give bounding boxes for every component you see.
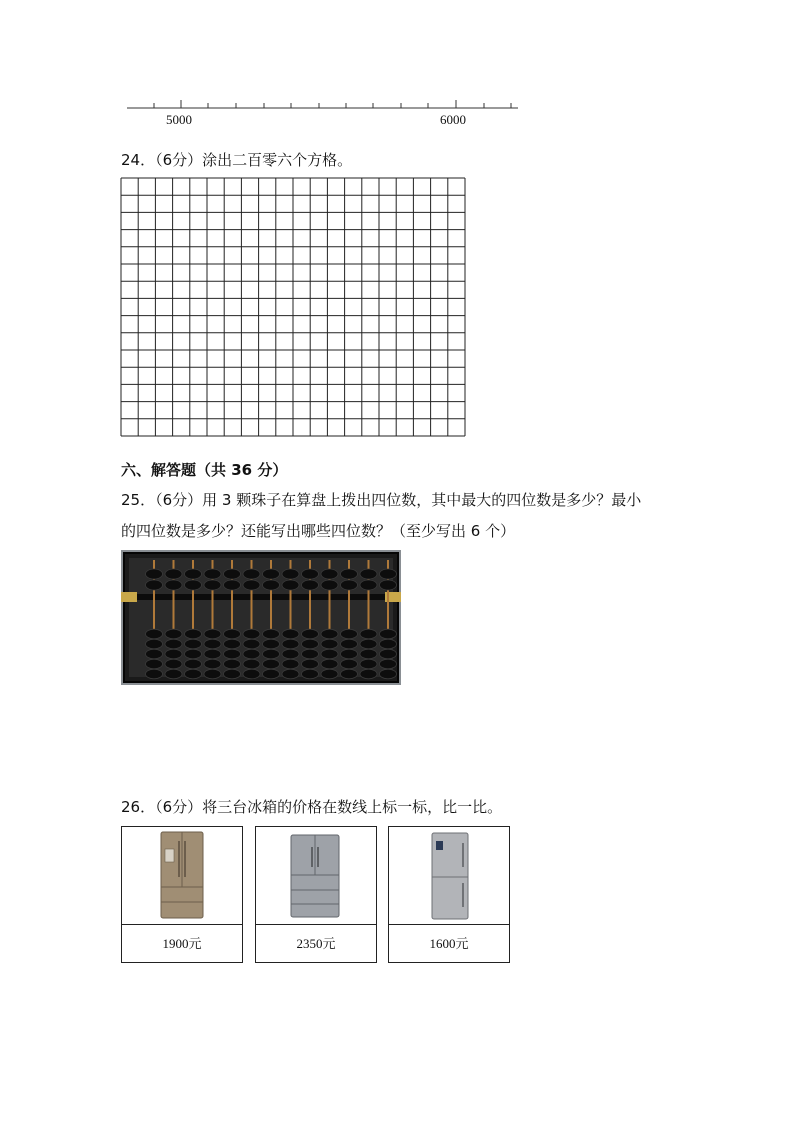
abacus-lower-bead bbox=[146, 669, 163, 679]
abacus-upper-bead bbox=[243, 569, 260, 579]
abacus-lower-bead bbox=[341, 639, 358, 649]
abacus-upper-bead bbox=[380, 569, 397, 579]
abacus-lower-bead bbox=[282, 639, 299, 649]
abacus-lower-bead bbox=[243, 649, 260, 659]
abacus-lower-bead bbox=[321, 639, 338, 649]
abacus-upper-bead bbox=[341, 569, 358, 579]
question-24-text: 24．（6分）涂出二百零六个方格。 bbox=[121, 151, 353, 169]
abacus-lower-bead bbox=[146, 629, 163, 639]
abacus-lower-bead bbox=[321, 649, 338, 659]
abacus-lower-bead bbox=[204, 649, 221, 659]
french-door-fridge-icon bbox=[122, 827, 242, 924]
abacus-lower-bead bbox=[302, 649, 319, 659]
question-26-text: 26．（6分）将三台冰箱的价格在数线上标一标，比一比。 bbox=[121, 798, 503, 816]
fridge-card-2 bbox=[255, 826, 377, 963]
abacus-lower-bead bbox=[282, 629, 299, 639]
abacus-lower-bead bbox=[302, 629, 319, 639]
abacus-upper-bead bbox=[380, 580, 397, 590]
abacus-lower-bead bbox=[165, 639, 182, 649]
number-line-label-5000: 5000 bbox=[166, 112, 192, 127]
fridge-price-1: 1900元 bbox=[162, 936, 202, 951]
abacus-lower-bead bbox=[165, 629, 182, 639]
abacus-lower-bead bbox=[146, 649, 163, 659]
abacus-upper-bead bbox=[185, 569, 202, 579]
abacus-lower-bead bbox=[243, 669, 260, 679]
fridge-price-3: 1600元 bbox=[429, 936, 469, 951]
abacus-beam bbox=[129, 594, 393, 600]
abacus-upper-bead bbox=[321, 569, 338, 579]
question-25-line-1: 25．（6分）用 3 颗珠子在算盘上拨出四位数，其中最大的四位数是多少？最小 bbox=[121, 491, 642, 509]
abacus-lower-bead bbox=[204, 669, 221, 679]
four-door-fridge-icon bbox=[256, 827, 376, 924]
abacus-upper-bead bbox=[282, 569, 299, 579]
abacus-lower-bead bbox=[263, 649, 280, 659]
abacus-lower-bead bbox=[263, 669, 280, 679]
abacus-lower-bead bbox=[185, 639, 202, 649]
fridge-card-3 bbox=[388, 826, 510, 963]
abacus-lower-bead bbox=[302, 669, 319, 679]
abacus-lower-bead bbox=[165, 649, 182, 659]
abacus-upper-bead bbox=[146, 580, 163, 590]
abacus-lower-bead bbox=[165, 669, 182, 679]
abacus-lower-bead bbox=[146, 659, 163, 669]
abacus-lower-bead bbox=[282, 649, 299, 659]
abacus-lower-bead bbox=[380, 629, 397, 639]
abacus-image bbox=[121, 550, 401, 685]
section-6-title: 六、解答题（共 36 分） bbox=[121, 461, 288, 479]
abacus-lower-bead bbox=[263, 659, 280, 669]
abacus-lower-bead bbox=[321, 669, 338, 679]
abacus-lower-bead bbox=[165, 659, 182, 669]
shading-grid[interactable] bbox=[120, 177, 466, 437]
abacus-lower-bead bbox=[360, 669, 377, 679]
abacus-upper-bead bbox=[282, 580, 299, 590]
fridge-picture-3 bbox=[389, 827, 509, 925]
number-line-label-6000: 6000 bbox=[440, 112, 466, 127]
abacus-lower-bead bbox=[263, 629, 280, 639]
abacus-upper-bead bbox=[146, 569, 163, 579]
abacus-lower-bead bbox=[380, 659, 397, 669]
abacus-upper-bead bbox=[302, 580, 319, 590]
question-25-line-2: 的四位数是多少？还能写出哪些四位数？（至少写出 6 个） bbox=[121, 522, 516, 540]
abacus-lower-bead bbox=[360, 649, 377, 659]
abacus-lower-bead bbox=[321, 659, 338, 669]
abacus-beam-cap-left bbox=[121, 592, 137, 602]
two-door-fridge-icon bbox=[389, 827, 509, 924]
abacus-lower-bead bbox=[146, 639, 163, 649]
abacus-lower-bead bbox=[263, 639, 280, 649]
fridge-picture-1 bbox=[122, 827, 242, 925]
abacus-lower-bead bbox=[204, 659, 221, 669]
abacus-lower-bead bbox=[224, 659, 241, 669]
abacus-lower-bead bbox=[341, 669, 358, 679]
abacus-upper-bead bbox=[224, 569, 241, 579]
abacus-upper-bead bbox=[185, 580, 202, 590]
abacus-lower-bead bbox=[185, 659, 202, 669]
abacus-lower-bead bbox=[380, 669, 397, 679]
abacus-lower-bead bbox=[360, 629, 377, 639]
abacus-lower-bead bbox=[243, 629, 260, 639]
abacus-lower-bead bbox=[224, 669, 241, 679]
abacus-lower-bead bbox=[360, 639, 377, 649]
abacus-lower-bead bbox=[341, 629, 358, 639]
abacus-lower-bead bbox=[282, 669, 299, 679]
abacus-upper-bead bbox=[165, 580, 182, 590]
abacus-lower-bead bbox=[243, 659, 260, 669]
abacus-upper-bead bbox=[165, 569, 182, 579]
abacus-upper-bead bbox=[204, 569, 221, 579]
abacus-lower-bead bbox=[185, 649, 202, 659]
abacus-upper-bead bbox=[321, 580, 338, 590]
abacus-upper-bead bbox=[360, 569, 377, 579]
abacus-upper-bead bbox=[263, 580, 280, 590]
abacus-lower-bead bbox=[204, 639, 221, 649]
abacus-lower-bead bbox=[282, 659, 299, 669]
abacus-upper-bead bbox=[341, 580, 358, 590]
fridge-price-2: 2350元 bbox=[296, 936, 336, 951]
abacus-upper-bead bbox=[204, 580, 221, 590]
abacus-lower-bead bbox=[360, 659, 377, 669]
abacus-lower-bead bbox=[341, 649, 358, 659]
abacus-lower-bead bbox=[185, 669, 202, 679]
abacus-upper-bead bbox=[243, 580, 260, 590]
number-line-axis bbox=[0, 0, 800, 135]
abacus-lower-bead bbox=[224, 649, 241, 659]
abacus-lower-bead bbox=[204, 629, 221, 639]
abacus-lower-bead bbox=[380, 639, 397, 649]
abacus-upper-bead bbox=[302, 569, 319, 579]
abacus-lower-bead bbox=[224, 639, 241, 649]
abacus-lower-bead bbox=[302, 639, 319, 649]
abacus-lower-bead bbox=[185, 629, 202, 639]
abacus-upper-bead bbox=[224, 580, 241, 590]
abacus-lower-bead bbox=[341, 659, 358, 669]
abacus-upper-bead bbox=[263, 569, 280, 579]
abacus-lower-bead bbox=[302, 659, 319, 669]
abacus-lower-bead bbox=[243, 639, 260, 649]
fridge-card-1 bbox=[121, 826, 243, 963]
abacus-lower-bead bbox=[224, 629, 241, 639]
abacus-lower-bead bbox=[380, 649, 397, 659]
fridge-picture-2 bbox=[256, 827, 376, 925]
abacus-lower-bead bbox=[321, 629, 338, 639]
abacus-upper-bead bbox=[360, 580, 377, 590]
number-line bbox=[0, 0, 800, 135]
